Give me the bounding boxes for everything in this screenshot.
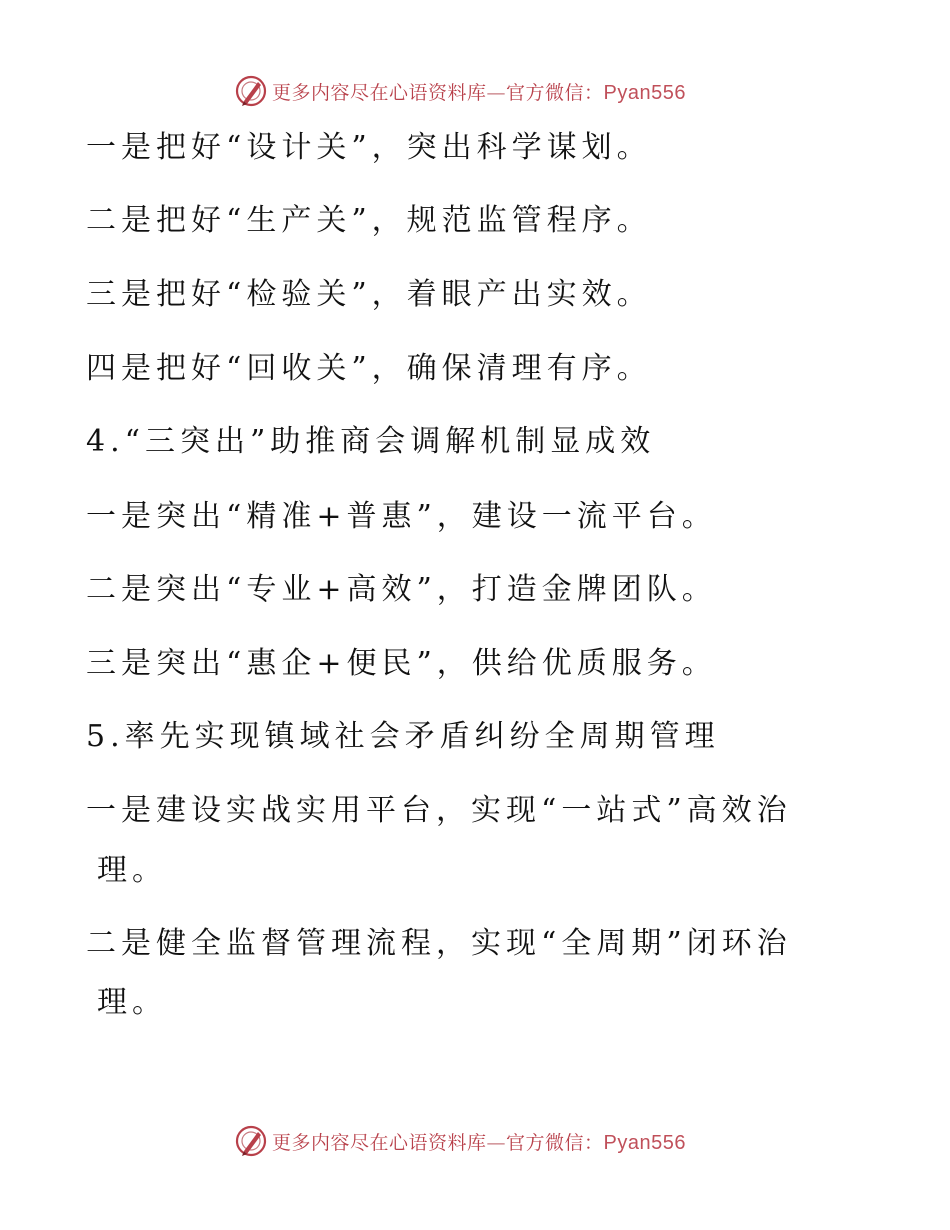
document-line: 二是突出“专业+高效”，打造金牌团队。: [86, 572, 717, 607]
section-heading: 5.率先实现镇域社会矛盾纠纷全周期管理: [86, 719, 720, 754]
pen-logo-icon: [234, 74, 268, 108]
document-line: 一是把好“设计关”，突出科学谋划。: [86, 130, 652, 165]
footer-watermark: [234, 1123, 686, 1159]
document-line: 三是突出“惠企+便民”，供给优质服务。: [86, 646, 717, 681]
pen-logo-icon: [234, 1124, 268, 1158]
document-line-continuation: 理。: [97, 985, 167, 1020]
watermark-wechat-id: Pyan556: [603, 1131, 686, 1154]
document-line: 一是突出“精准+普惠”，建设一流平台。: [86, 499, 717, 534]
watermark-wechat-id: Pyan556: [603, 81, 686, 104]
header-watermark: [234, 73, 686, 109]
document-line: 四是把好“回收关”，确保清理有序。: [86, 351, 652, 386]
watermark-wechat-label: 官方微信：: [506, 1131, 604, 1154]
document-line: 二是把好“生产关”，规范监管程序。: [86, 203, 652, 238]
document-line: 三是把好“检验关”，着眼产出实效。: [86, 277, 652, 312]
watermark-main-text: 更多内容尽在心语资料库: [272, 1131, 487, 1154]
watermark-dash: —: [486, 81, 507, 104]
document-line: 二是健全监督管理流程，实现“全周期”闭环治: [86, 926, 792, 961]
document-line-continuation: 理。: [97, 853, 167, 888]
watermark-dash: —: [486, 1131, 507, 1154]
watermark-main-text: 更多内容尽在心语资料库: [272, 81, 487, 104]
section-heading: 4.“三突出”助推商会调解机制显成效: [86, 424, 656, 459]
document-line: 一是建设实战实用平台，实现“一站式”高效治: [86, 793, 792, 828]
watermark-wechat-label: 官方微信：: [506, 81, 604, 104]
